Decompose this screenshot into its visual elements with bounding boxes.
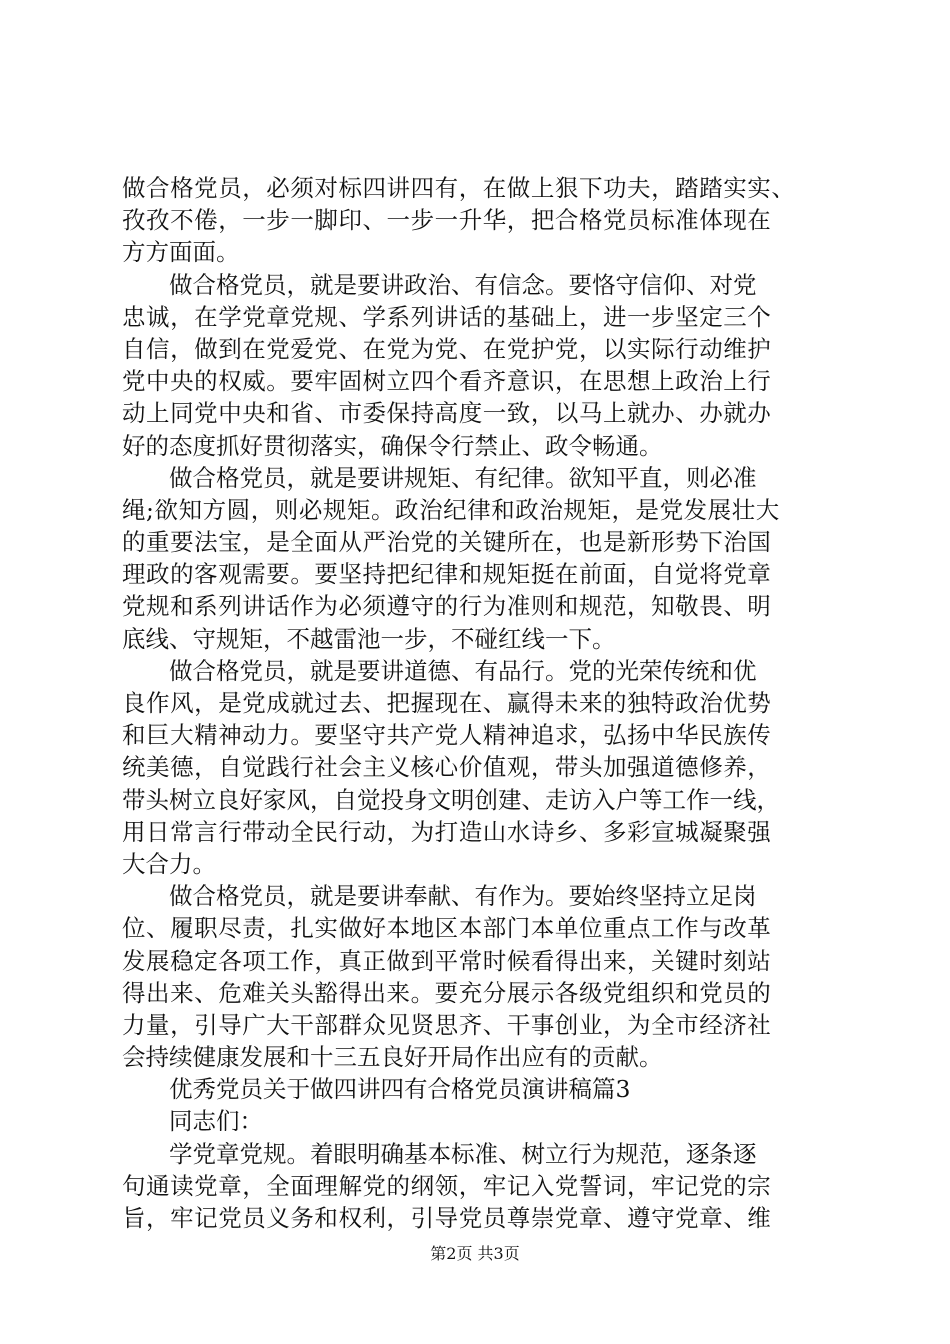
text-line: 得出来、危难关头豁得出来。要充分展示各级党组织和党员的 bbox=[122, 978, 772, 1007]
text-line: 好的态度抓好贯彻落实，确保令行禁止、政令畅通。 bbox=[122, 431, 663, 460]
text-line: 自信，做到在党爱党、在党为党、在党护党，以实际行动维护 bbox=[122, 334, 772, 363]
text-line: 统美德，自觉践行社会主义核心价值观，带头加强道德修养， bbox=[122, 753, 772, 782]
salutation: 同志们： bbox=[169, 1107, 263, 1136]
paragraph-start-line: 做合格党员，就是要讲奉献、有作为。要始终坚持立足岗 bbox=[169, 882, 757, 911]
text-line: 理政的客观需要。要坚持把纪律和规矩挺在前面，自觉将党章 bbox=[122, 560, 772, 589]
text-line: 会持续健康发展和十三五良好开局作出应有的贡献。 bbox=[122, 1043, 663, 1072]
text-line: 发展稳定各项工作，真正做到平常时候看得出来，关键时刻站 bbox=[122, 946, 772, 975]
text-line: 方方面面。 bbox=[122, 238, 240, 267]
paragraph-start-line: 学党章党规。着眼明确基本标准、树立行为规范，逐条逐 bbox=[169, 1139, 757, 1168]
page-footer bbox=[0, 1244, 950, 1264]
text-line: 良作风，是党成就过去、把握现在、赢得未来的独特政治优势 bbox=[122, 689, 772, 717]
text-line: 党规和系列讲话作为必须遵守的行为准则和规范，知敬畏、明 bbox=[122, 592, 772, 621]
paragraph-start-line: 做合格党员，就是要讲规矩、有纪律。欲知平直，则必准 bbox=[169, 463, 757, 492]
text-line: 句通读党章，全面理解党的纲领，牢记入党誓词，牢记党的宗 bbox=[122, 1171, 772, 1200]
text-line: 党中央的权威。要牢固树立四个看齐意识，在思想上政治上行 bbox=[122, 367, 772, 396]
text-line: 底线、守规矩，不越雷池一步，不碰红线一下。 bbox=[122, 624, 616, 653]
text-line: 带头树立良好家风，自觉投身文明创建、走访入户等工作一线， bbox=[122, 785, 780, 814]
page-number-label: 第2页 共3页 bbox=[430, 1244, 520, 1263]
text-line: 力量，引导广大干部群众见贤思齐、干事创业，为全市经济社 bbox=[122, 1010, 772, 1039]
text-line: 孜孜不倦，一步一脚印、一步一升华，把合格党员标准体现在 bbox=[122, 206, 772, 235]
text-line: 忠诚，在学党章党规、学系列讲话的基础上，进一步坚定三个 bbox=[122, 302, 772, 331]
text-line: 做合格党员，必须对标四讲四有，在做上狠下功夫，踏踏实实、 bbox=[122, 174, 796, 202]
text-line: 用日常言行带动全民行动，为打造山水诗乡、多彩宣城凝聚强 bbox=[122, 817, 772, 846]
document-body bbox=[122, 172, 832, 1234]
paragraph-start-line: 做合格党员，就是要讲政治、有信念。要恪守信仰、对党 bbox=[169, 270, 757, 299]
text-line: 动上同党中央和省、市委保持高度一致，以马上就办、办就办 bbox=[122, 399, 772, 428]
text-line: 绳;欲知方圆，则必规矩。政治纪律和政治规矩，是党发展壮大 bbox=[122, 495, 780, 524]
section-heading: 优秀党员关于做四讲四有合格党员演讲稿篇3 bbox=[169, 1075, 631, 1104]
text-line: 旨，牢记党员义务和权利，引导党员尊崇党章、遵守党章、维 bbox=[122, 1204, 772, 1232]
paragraph-start-line: 做合格党员，就是要讲道德、有品行。党的光荣传统和优 bbox=[169, 656, 757, 685]
text-line: 位、履职尽责，扎实做好本地区本部门本单位重点工作与改革 bbox=[122, 914, 772, 943]
text-line: 的重要法宝，是全面从严治党的关键所在，也是新形势下治国 bbox=[122, 528, 772, 557]
text-line: 和巨大精神动力。要坚守共产党人精神追求，弘扬中华民族传 bbox=[122, 721, 772, 750]
text-line: 大合力。 bbox=[122, 849, 216, 878]
